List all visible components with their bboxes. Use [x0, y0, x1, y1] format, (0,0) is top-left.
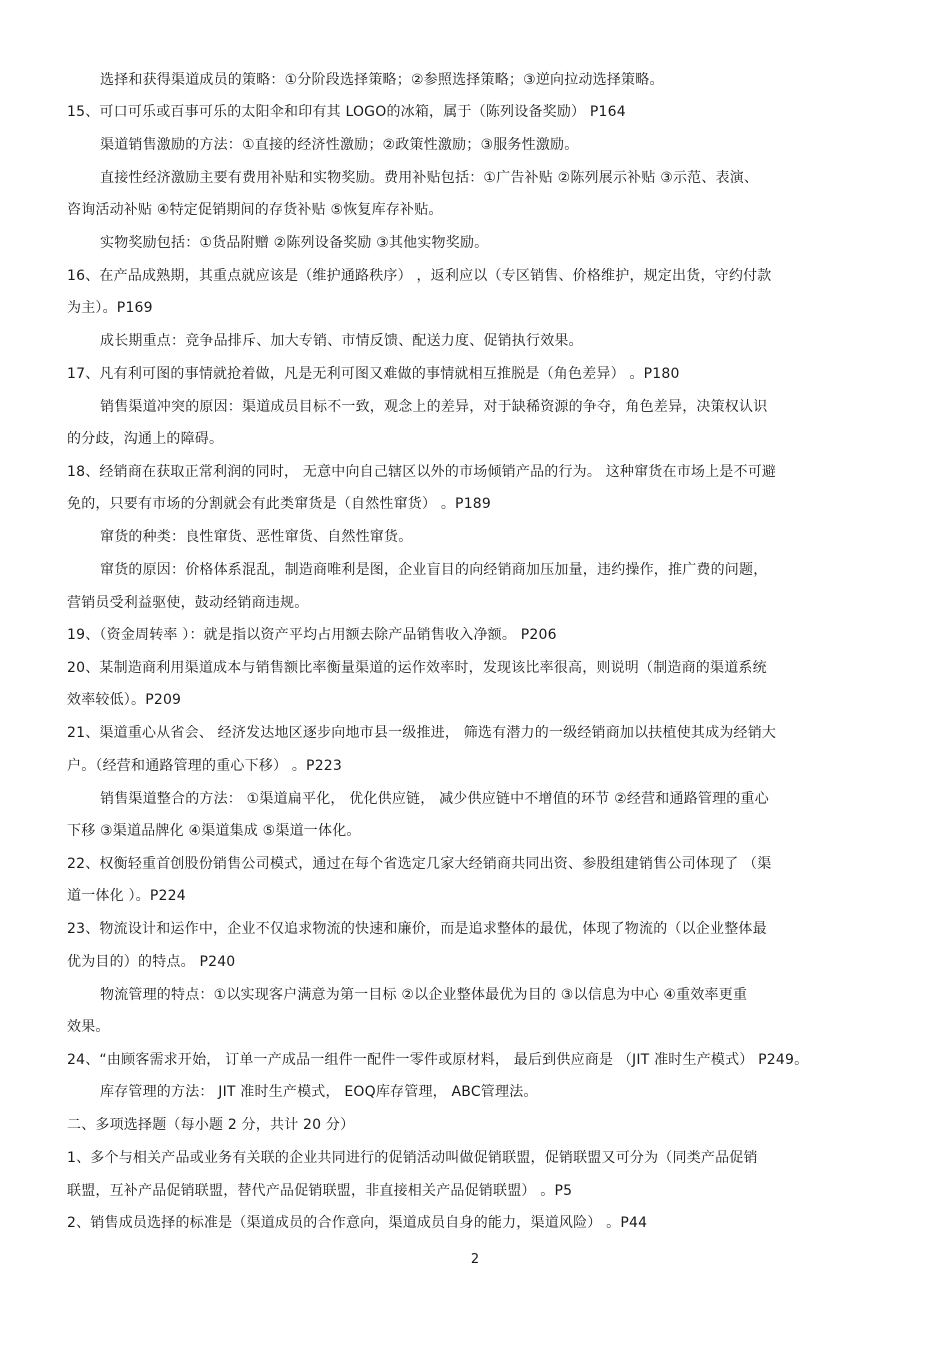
text-line: 成长期重点：竞争品排斥、加大专销、市情反馈、配送力度、促销执行效果。: [100, 333, 583, 349]
text-line: 15、可口可乐或百事可乐的太阳伞和印有其 LOGO的冰箱，属于（陈列设备奖励） P164: [67, 104, 626, 120]
text-line: 优为目的）的特点。 P240: [67, 954, 236, 970]
text-line: 效果。: [67, 1019, 110, 1035]
text-line: 销售渠道整合的方法： ①渠道扁平化， 优化供应链， 减少供应链中不增值的环节 ②经营和通路管理的重心: [100, 791, 769, 807]
text-line: 窜货的原因：价格体系混乱，制造商唯利是图，企业盲目的向经销商加压加量，违约操作，推广费的问题，: [100, 562, 768, 578]
text-line: 咨询活动补贴 ④特定促销期间的存货补贴 ⑤恢复库存补贴。: [67, 202, 443, 218]
text-line: 20、某制造商利用渠道成本与销售额比率衡量渠道的运作效率时，发现该比率很高，则说明（制造商的渠道系统: [67, 660, 767, 676]
text-line: 的分歧，沟通上的障碍。: [67, 431, 224, 447]
text-line: 19、（资金周转率 ）：就是指以资产平均占用额去除产品销售收入净额。 P206: [67, 627, 557, 643]
text-line: 营销员受利益驱使，鼓动经销商违规。: [67, 595, 309, 611]
text-line: 户。（经营和通路管理的重心下移） 。P223: [67, 758, 343, 774]
text-line: 物流管理的特点：①以实现客户满意为第一目标 ②以企业整体最优为目的 ③以信息为中心 ④重效率更重: [100, 987, 748, 1003]
text-line: 联盟，互补产品促销联盟，替代产品促销联盟，非直接相关产品促销联盟） 。P5: [67, 1183, 573, 1199]
text-line: 为主）。P169: [67, 300, 153, 316]
text-line: 实物奖励包括：①货品附赠 ②陈列设备奖励 ③其他实物奖励。: [100, 235, 489, 251]
text-line: 24、“由顾客需求开始， 订单一产成品一组件一配件一零件或原材料， 最后到供应商是 （JIT 准时生产模式） P249。: [67, 1052, 809, 1068]
text-line: 21、渠道重心从省会、 经济发达地区逐步向地市县一级推进， 筛选有潜力的一级经销商加以扶植使其成为经销大: [67, 725, 777, 741]
text-line: 道一体化 ）。P224: [67, 888, 186, 904]
section-heading: 二、多项选择题（每小题 2 分，共计 20 分）: [67, 1117, 355, 1133]
text-line: 窜货的种类：良性窜货、恶性窜货、自然性窜货。: [100, 529, 413, 545]
text-line: 渠道销售激励的方法：①直接的经济性激励；②政策性激励；③服务性激励。: [100, 137, 579, 153]
text-line: 库存管理的方法： JIT 准时生产模式， EOQ库存管理， ABC管理法。: [100, 1084, 538, 1100]
text-line: 效率较低）。P209: [67, 692, 182, 708]
text-line: 23、物流设计和运作中，企业不仅追求物流的快速和廉价，而是追求整体的最优，体现了物流的（以企业整体最: [67, 921, 767, 937]
text-line: 2、销售成员选择的标准是（渠道成员的合作意向，渠道成员自身的能力，渠道风险） 。P44: [67, 1215, 648, 1231]
text-line: 销售渠道冲突的原因：渠道成员目标不一致，观念上的差异，对于缺稀资源的争夺，角色差异，决策权认识: [100, 399, 768, 415]
text-line: 选择和获得渠道成员的策略：①分阶段选择策略；②参照选择策略；③逆向拉动选择策略。: [100, 72, 664, 88]
text-line: 直接性经济激励主要有费用补贴和实物奖励。费用补贴包括：①广告补贴 ②陈列展示补贴 ③示范、表演、: [100, 170, 759, 186]
text-line: 16、在产品成熟期，其重点就应该是（维护通路秩序） ，返利应以（专区销售、价格维护，规定出货，守约付款: [67, 268, 772, 284]
text-line: 17、凡有利可图的事情就抢着做，凡是无利可图又难做的事情就相互推脱是（角色差异） 。P180: [67, 366, 680, 382]
text-line: 下移 ③渠道品牌化 ④渠道集成 ⑤渠道一体化。: [67, 823, 361, 839]
text-line: 1、多个与相关产品或业务有关联的企业共同进行的促销活动叫做促销联盟，促销联盟又可分为（同类产品促销: [67, 1150, 758, 1166]
text-line: 免的，只要有市场的分割就会有此类窜货是（自然性窜货） 。P189: [67, 496, 492, 512]
text-line: 18、经销商在获取正常利润的同时， 无意中向自己辖区以外的市场倾销产品的行为。 这种窜货在市场上是不可避: [67, 464, 777, 480]
text-line: 22、权衡轻重首创股份销售公司模式，通过在每个省选定几家大经销商共同出资、参股组建销售公司体现了 （渠: [67, 856, 772, 872]
page-number: 2: [470, 1252, 480, 1267]
